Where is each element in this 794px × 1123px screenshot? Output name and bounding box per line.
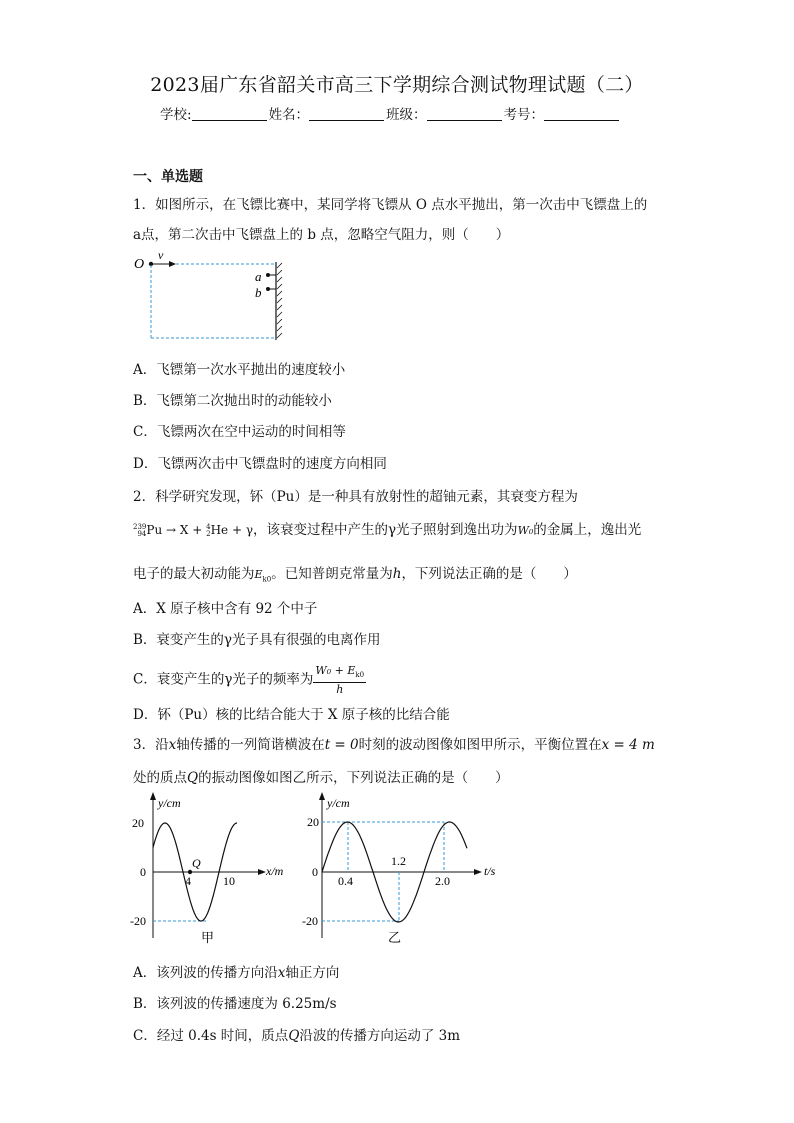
exam-no-blank[interactable] (544, 107, 619, 121)
he-mass-number: 4 (206, 522, 211, 531)
q3-c-text1: C．经过 0.4s 时间，质点 (133, 1028, 289, 1044)
q2-option-b: B．衰变产生的γ光子具有很强的电离作用 (133, 632, 381, 648)
section-title: 一、单选题 (133, 169, 203, 185)
q2-option-d: D．钚（Pu）核的比结合能大于 X 原子核的比结合能 (133, 707, 450, 723)
q3-a-text2: 轴正方向 (285, 965, 340, 981)
q2-option-a: A．X 原子核中含有 92 个中子 (133, 601, 318, 617)
q3-l1-a: 3．沿 (133, 737, 169, 753)
q2-line3-b: 。已知普朗克常量为 (271, 566, 393, 582)
q2-text-end: 的金属上，逸出光 (533, 522, 642, 538)
yi-y-top: 20 (307, 815, 319, 829)
jia-x-4: 4 (185, 874, 191, 888)
jia-x-10: 10 (223, 874, 235, 888)
equation-he: He + γ (210, 523, 253, 537)
jia-caption: 甲 (201, 930, 215, 945)
ek-symbol: E (254, 568, 263, 581)
equation-main: Pu → X + (146, 523, 207, 537)
yi-ylabel: y/cm (327, 796, 350, 810)
yi-t-20: 2.0 (435, 874, 450, 888)
yi-t-04: 0.4 (338, 874, 353, 888)
wave-graph-jia (128, 790, 298, 950)
q1-stem-line2: a点，第二次击中飞镖盘上的 b 点，忽略空气阻力，则（ ） (133, 227, 510, 243)
jia-y-arrow (150, 792, 156, 800)
jia-ylabel: y/cm (158, 796, 181, 810)
fraction-denominator: h (336, 683, 344, 697)
q1-stem-line1: 1．如图所示，在飞镖比赛中，某同学将飞镖从 O 点水平抛出，第一次击中飞镖盘上的 (133, 197, 648, 213)
jia-x-arrow (258, 869, 266, 875)
label-O: O (134, 257, 145, 272)
q3-stem-line1 (133, 733, 655, 753)
label-a: a (255, 269, 262, 284)
fraction-numerator: W₀ + E (315, 664, 356, 677)
label-v: v (158, 248, 164, 262)
yi-y-arrow (319, 792, 325, 800)
ek-subscript: k0 (262, 575, 272, 584)
q3-x-symbol: x (168, 737, 177, 753)
vibration-graph-yi (302, 790, 512, 950)
q2-option-c (133, 664, 366, 696)
class-label: 班级： (386, 107, 427, 123)
q3-l1-b: 轴传播的一列简谐横波在 (176, 737, 325, 753)
jia-y-bottom: -20 (130, 914, 146, 928)
frequency-fraction (313, 664, 366, 696)
pu-charge-number: 94 (137, 529, 147, 538)
q3-l1-c: 时刻的波动图像如图甲所示，平衡位置在 (358, 737, 602, 753)
q1-dart-figure (130, 248, 290, 344)
yi-x-arrow (474, 869, 482, 875)
name-label: 姓名： (268, 107, 310, 123)
q2-text: ，该衰变过程中产生的γ光子照射到逸出功为 (252, 522, 518, 538)
fraction-numerator-sub: k0 (355, 671, 365, 680)
yi-y-zero: 0 (312, 865, 318, 879)
q3-c-Q: Q (288, 1028, 300, 1044)
school-label: 学校: (160, 107, 192, 123)
q1-option-c: C．飞镖两次在空中运动的时间相等 (133, 424, 346, 440)
pu-mass-number: 239 (133, 522, 147, 531)
q1-option-a: A．飞镖第一次水平抛出的速度较小 (133, 362, 346, 378)
student-info-line (160, 103, 621, 123)
class-blank[interactable] (427, 107, 502, 121)
exam-no-label: 考号： (503, 107, 545, 123)
q3-Q: Q (187, 770, 199, 786)
yi-t-12: 1.2 (391, 854, 406, 868)
q2-stem-line3 (133, 562, 577, 584)
jia-xlabel: x/m (266, 864, 284, 878)
wall-hatching (277, 263, 282, 338)
q3-c-text2: 沿波的传播方向运动了 3m (299, 1028, 461, 1044)
q1-option-d: D．飞镖两次击中飞镖盘时的速度方向相同 (133, 456, 387, 472)
q3-x4: x = 4 m (601, 737, 655, 753)
q3-a-text1: A．该列波的传播方向沿 (133, 965, 278, 981)
q3-l2-b: 的振动图像如图乙所示，下列说法正确的是（ ） (198, 770, 509, 786)
jia-y-top: 20 (132, 816, 144, 830)
he-charge-number: 2 (206, 529, 211, 538)
velocity-arrowhead (169, 261, 176, 267)
q3-option-a (133, 961, 339, 981)
yi-y-bottom: -20 (302, 914, 318, 928)
jia-label-Q: Q (192, 856, 201, 870)
q2-stem-line1: 2．科学研究发现，钚（Pu）是一种具有放射性的超铀元素，其衰变方程为 (133, 489, 578, 505)
exam-title: 2023届广东省韶关市高三下学期综合测试物理试题（二） (150, 74, 644, 96)
q1-option-b: B．飞镖第二次抛出时的动能较小 (133, 393, 332, 409)
q3-t0: t = 0 (324, 737, 359, 753)
jia-y-zero: 0 (140, 865, 146, 879)
h-symbol: h (392, 566, 402, 582)
q3-stem-line2 (133, 766, 509, 786)
q3-option-b: B．该列波的传播速度为 6.25m/s (133, 996, 337, 1012)
school-blank[interactable] (192, 107, 267, 121)
yi-caption: 乙 (388, 930, 402, 945)
q2-c-prefix: C．衰变产生的γ光子的频率为 (133, 671, 314, 688)
q2-line3-c: ，下列说法正确的是（ ） (401, 566, 577, 582)
name-blank[interactable] (309, 107, 384, 121)
yi-xlabel: t/s (484, 864, 496, 878)
q2-line3-a: 电子的最大初动能为 (133, 566, 255, 582)
label-b: b (255, 285, 262, 300)
q2-stem-line2 (133, 518, 641, 538)
decay-equation (133, 523, 253, 537)
w0-symbol: W₀ (517, 524, 534, 537)
q3-a-x: x (277, 965, 286, 981)
q3-l2-a: 处的质点 (133, 770, 187, 786)
q3-option-c (133, 1024, 460, 1044)
